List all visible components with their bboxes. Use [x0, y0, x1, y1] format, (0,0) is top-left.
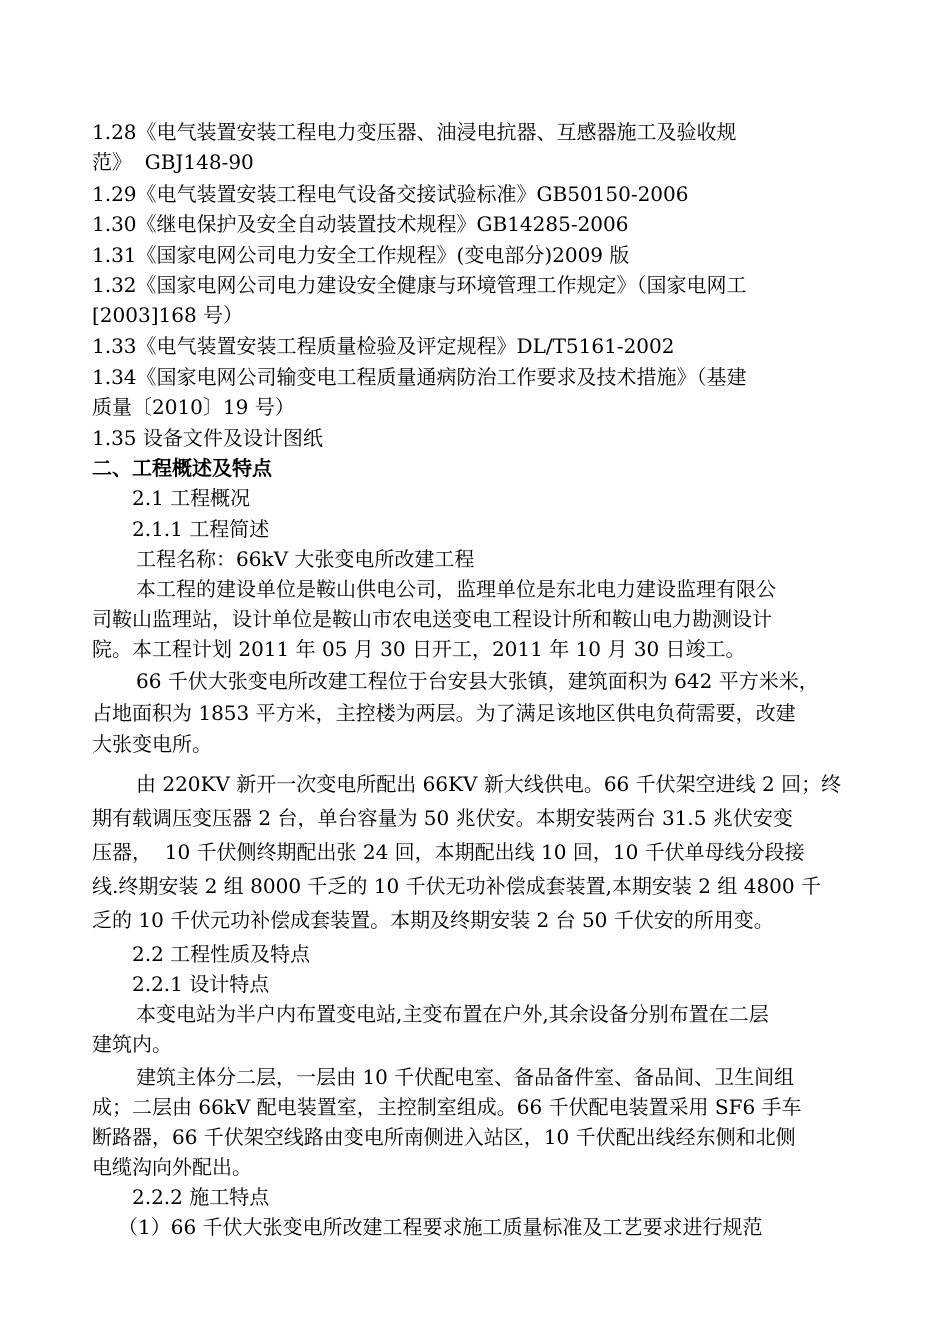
ref-1-32-line2: [2003]168 号）	[92, 303, 244, 327]
paragraph-line: 线.终期安装 2 组 8000 千乏的 10 千伏无功补偿成套装置,本期安装 2 组 4800 千	[92, 874, 821, 898]
ref-1-33: 1.33《电气装置安装工程质量检验及评定规程》DL/T5161-2002	[92, 334, 675, 358]
section-heading: 二、工程概述及特点	[92, 456, 272, 480]
paragraph-line: （1）66 千伏大张变电所改建工程要求施工质量标准及工艺要求进行规范	[118, 1215, 763, 1239]
paragraph-line: 由 220KV 新开一次变电所配出 66KV 新大线供电。66 千伏架空进线 2 回；终	[136, 772, 842, 796]
paragraph-line: 建筑内。	[92, 1032, 172, 1056]
ref-1-28-line2: 范》 GBJ148-90	[92, 150, 254, 174]
ref-1-32-line1: 1.32《国家电网公司电力建设安全健康与环境管理工作规定》（国家电网工	[92, 273, 747, 297]
paragraph-line: 期有载调压变压器 2 台，单台容量为 50 兆伏安。本期安装两台 31.5 兆伏安变	[92, 806, 793, 830]
subsection-2-1-1: 2.1.1 工程简述	[132, 517, 270, 541]
paragraph-line: 占地面积为 1853 平方米，主控楼为两层。为了满足该地区供电负荷需要，改建	[92, 701, 796, 725]
paragraph-line: 66 千伏大张变电所改建工程位于台安县大张镇，建筑面积为 642 平方米米，	[136, 669, 819, 693]
paragraph-line: 建筑主体分二层，一层由 10 千伏配电室、备品备件室、备品间、卫生间组	[136, 1065, 795, 1089]
subsection-2-2-1: 2.2.1 设计特点	[132, 972, 270, 996]
paragraph-line: 乏的 10 千伏元功补偿成套装置。本期及终期安装 2 台 50 千伏安的所用变。	[92, 908, 774, 932]
ref-1-34-line2: 质量〔2010〕19 号）	[92, 395, 295, 419]
paragraph-line: 电缆沟向外配出。	[92, 1155, 252, 1179]
paragraph-line: 压器， 10 千伏侧终期配出张 24 回，本期配出线 10 回，10 千伏单母线分段接	[92, 840, 805, 864]
ref-1-28-line1: 1.28《电气装置安装工程电力变压器、油浸电抗器、互感器施工及验收规	[92, 120, 737, 144]
paragraph-line: 本工程的建设单位是鞍山供电公司，监理单位是东北电力建设监理有限公	[136, 577, 776, 601]
ref-1-29: 1.29《电气装置安装工程电气设备交接试验标准》GB50150-2006	[92, 182, 689, 206]
subsection-2-2-2: 2.2.2 施工特点	[132, 1185, 270, 1209]
ref-1-34-line1: 1.34《国家电网公司输变电工程质量通病防治工作要求及技术措施》（基建	[92, 365, 747, 389]
paragraph-line: 本变电站为半户内布置变电站,主变布置在户外,其余设备分别布置在二层	[136, 1002, 769, 1026]
ref-1-30: 1.30《继电保护及安全自动装置技术规程》GB14285-2006	[92, 212, 629, 236]
paragraph-line: 司鞍山监理站，设计单位是鞍山市农电送变电工程设计所和鞍山电力勘测设计	[92, 607, 772, 631]
subsection-2-2: 2.2 工程性质及特点	[132, 942, 311, 966]
ref-1-31: 1.31《国家电网公司电力安全工作规程》(变电部分)2009 版	[92, 243, 630, 267]
project-name: 工程名称：66kV 大张变电所改建工程	[136, 547, 475, 571]
paragraph-line: 院。本工程计划 2011 年 05 月 30 日开工，2011 年 10 月 30 日竣工。	[92, 637, 746, 661]
ref-1-35: 1.35 设备文件及设计图纸	[92, 426, 323, 450]
subsection-2-1: 2.1 工程概况	[132, 486, 251, 510]
paragraph-line: 成；二层由 66kV 配电装置室，主控制室组成。66 千伏配电装置采用 SF6 手车	[92, 1095, 802, 1119]
paragraph-line: 断路器，66 千伏架空线路由变电所南侧进入站区，10 千伏配出线经东侧和北侧	[92, 1125, 796, 1149]
paragraph-line: 大张变电所。	[92, 732, 212, 756]
